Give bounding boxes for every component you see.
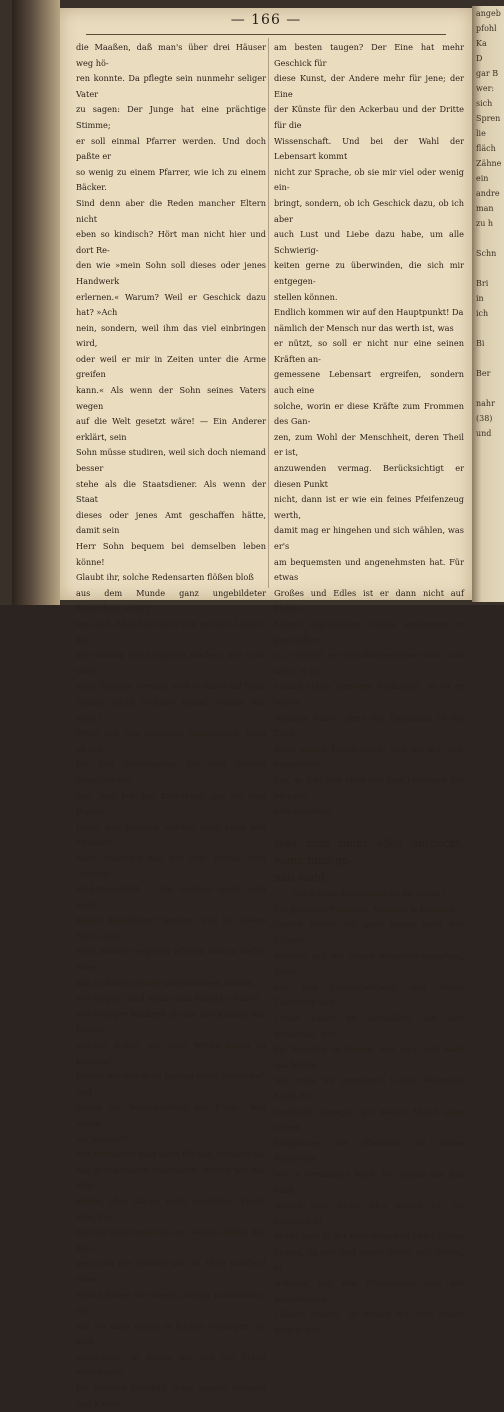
text-line: Herr Sohn bequem bei demselben leben könne!	[76, 541, 266, 567]
text-line: kleine, aber darum nicht unnöthige Theile sind. Fra-	[76, 1195, 266, 1222]
text-line: wissen aber nicht, ob's probat ist. Da indessen so	[274, 1200, 464, 1226]
text-line: empfiehlt dagegen als bestes Mittel ganz reinen	[274, 1106, 464, 1133]
text-line: anzuwenden vermag. Berücksichtigt er diesen Punkt	[274, 463, 464, 489]
next-page-fragment: gar B	[476, 69, 499, 78]
text-line: bringt, sondern, ob ich Geschick dazu, ob ich aber	[274, 197, 464, 224]
text-line: nein, sondern, weil ihm das viel einbringen wird,	[76, 322, 266, 349]
next-page-fragment	[472, 261, 504, 276]
text-line: bei den Protestanten bis zum Bischof hinaufschwin-	[76, 759, 266, 785]
next-page-fragment: D	[476, 54, 483, 63]
next-page-fragment	[472, 231, 504, 246]
text-line: stehe als die Staatsdiener. Als wenn der Staat	[76, 478, 266, 505]
next-page-fragment	[472, 381, 504, 396]
text-line: gehen zur Beantwortung der Frage: Was sollen	[76, 1102, 266, 1128]
text-line: daß er dabei schnell unterkommen könnte.	[76, 977, 255, 988]
text-line: zen, zum Wohl der Menschheit, deren Theil er ist,	[274, 431, 464, 458]
text-line: Was man nicht alles entdeckt, wenn man ge-	[274, 837, 464, 868]
text-line: die Korallen im Meere, und nach und nach das bilden,	[274, 1044, 464, 1070]
text-line: (Noch einer Ausweisung für die Zähne.)	[291, 889, 447, 899]
text-line: Glaubt ihr, solche Redensarten flößen bloß	[76, 572, 254, 583]
next-page-fragment: Spren	[476, 114, 501, 123]
text-line: Wenn sich das Söhnchen auszeichnet, kann es sich	[76, 728, 266, 754]
text-line: nicht Tischler werden, weil er dabei auf hohe	[76, 681, 265, 692]
next-page-fragment: man	[476, 204, 494, 213]
book-page	[60, 8, 472, 1409]
text-line: Sohn müsse studiren, weil sich doch niemand besser	[76, 447, 266, 474]
next-page-fragment	[472, 321, 504, 336]
text-line: so wenig zu einem Pfarrer, wie ich zu einem Bäcker.	[76, 166, 266, 193]
text-line: nau sieht.	[274, 871, 329, 885]
text-line: oder weil er mir in Zeiten unter die Arme greifen	[76, 353, 266, 380]
next-page-fragment: pfohl	[476, 24, 497, 33]
text-line: auf die Welt gesetzt wäre! — Ein Anderer erklärt, sein	[76, 416, 266, 442]
text-line: er nützt, so soll er nicht nur eine seinen Kräften an-	[274, 338, 464, 364]
text-line: Wir fragen: Sind solche und ähnliche Reden	[76, 993, 260, 1004]
text-line: Wissenschaft. Und bei der Wahl der Lebensart kommt	[274, 135, 464, 162]
text-line: Feld-Marschall. — Ein Anderer meint, sein Sohn	[76, 884, 266, 910]
text-line: versteht sich mit einem Vergrößerungsglase, gese-	[274, 950, 464, 977]
text-line: Aemter nicht rechnen könne. Warum das nicht?	[76, 696, 266, 723]
text-line: ser zu verdünnen wäre. Wir sagen ihm das nach,	[274, 1168, 464, 1195]
text-line: Essigsäure, die allenfalls mit etwas Rosenwas-	[274, 1137, 464, 1164]
text-line: ren konnte. Da pflegte sein nunmehr seliger Vater	[76, 73, 266, 99]
next-page-fragment: in	[476, 294, 484, 303]
text-line: für welches Geschäft diese unsere Anlagen und Kräfte	[76, 1383, 266, 1409]
text-line: Endlich kommen wir auf den Hauptpunkt! Da	[274, 307, 464, 318]
text-line: am besten taugen? Der Eine hat mehr Geschick für	[274, 42, 464, 68]
text-line: geschehen, so haben wir uns die Frage vorzulegen,	[76, 1351, 266, 1378]
text-line: ist, erreicht er vermißlicherweise nicht, und wenn er ja	[274, 650, 464, 676]
header-rule	[86, 34, 446, 35]
text-line: solche, worin er diese Kräfte zum Frommen des Gan-	[274, 400, 464, 427]
page-number: — 166 —	[230, 12, 302, 28]
text-line: nämlich der Mensch nur das werth ist, was	[274, 322, 454, 333]
text-line: mit wir auch etwas zu leisten vermögen. Ist dies	[76, 1320, 266, 1347]
text-line: der Künste für den Ackerbau und der Dritte für die	[274, 104, 464, 130]
text-line: werden wollte, um viele Wecke essen zu können?	[76, 1040, 266, 1066]
next-page-fragment: Bi	[476, 339, 485, 348]
text-line: das große Ganze geschaffen, wovon wir nur sehr	[76, 1164, 266, 1191]
text-line: keiten gerne zu überwinden, die sich mir entgegen-	[274, 260, 464, 286]
column-divider	[268, 38, 269, 588]
text-line: Zellen bauen an denselben, die sich verhärten, wie	[274, 1013, 464, 1039]
text-line: er soll einmal Pfarrer werden. Und doch paßte er	[76, 135, 266, 162]
next-page-fragment: zu h	[476, 219, 494, 228]
text-line: viele Leute in der Welt wegen zu übler Zähne	[274, 1231, 464, 1242]
text-line: Kräfte haben wir zuerst tüchtig auszubilden, da-	[76, 1289, 266, 1316]
text-line: Sind denn aber die Reden mancher Eltern nicht	[76, 197, 266, 224]
text-line: dieses oder jenes Amt geschaffen hätte, damit sein	[76, 509, 266, 536]
text-line: viel weniger kindisch als die des Kindes, das Bäcker	[76, 1008, 266, 1035]
text-line	[274, 820, 464, 836]
text-line: am bequemsten und angenehmsten hat. Für etwas	[274, 556, 464, 583]
text-line: welchen fast alle Erwachsene sich mit verdorbenen	[274, 1278, 464, 1304]
text-line: klagen, da und dort sogar Dörfer sich finden, in	[274, 1246, 464, 1273]
text-line: Großes und Edles ist er dann nicht auf Erden.	[274, 587, 464, 614]
book-gutter	[12, 0, 60, 605]
text-line: pers und des Geistes uns zu Theil wurden? Diese	[76, 1258, 266, 1284]
text-line: gemessene Lebensart ergreifen, sondern auch eine	[274, 369, 464, 396]
next-page-fragment: und	[476, 429, 492, 438]
next-page-fragment	[472, 351, 504, 366]
text-line: auch Lust und Liebe dazu habe, um alle Schwierig-	[274, 229, 464, 255]
text-line: Seinen eigentlichen Zweck, wozwegen er geschaffen	[274, 618, 464, 645]
next-page-fragment: (38)	[476, 414, 493, 423]
next-page-fragment: Ber	[476, 369, 491, 378]
text-line: Wir Menschen sind nicht für uns, sondern für	[76, 1149, 266, 1160]
text-line: Nutzens willen, denn der Eigennutz ist die Trieb-	[274, 712, 464, 739]
next-page-edge	[472, 6, 504, 602]
next-page-fragment: wer:	[476, 84, 495, 93]
text-line: gen wir also zunächst uns, welche Kräfte des Kör-	[76, 1227, 266, 1253]
next-page-fragment: fläch	[476, 144, 496, 153]
text-line: noch bringen's alle bei dem Militär zum General-	[76, 852, 266, 879]
text-line: aus dem Munde ganz ungebildeter Menschen, so irrt	[76, 587, 266, 614]
text-line: ihr euch. Man hört auch von solchen Leuten, die	[76, 618, 266, 645]
text-line: einmal etwas Besseres wollbringt, so ist es seines	[274, 681, 464, 707]
next-page-fragment: Bri	[476, 279, 489, 288]
text-line: viele Stellen vergeben würden und zu hoffen wäre,	[76, 946, 266, 973]
text-line: erlernen.« Warum? Weil er Geschick dazu hat? »Ach	[76, 291, 266, 318]
next-page-fragment: lie	[476, 129, 486, 138]
text-line: Ein gewisser Franzose, Namens la Beaume	[274, 903, 454, 914]
next-page-fragment: nahr	[476, 399, 495, 408]
next-page-fragment: sich	[476, 99, 493, 108]
text-line: auf Bildung viel Anspruch machen, der Sohn solle	[76, 650, 266, 676]
text-line: feder seiner Handlungen, und wo der sich eingenistet	[274, 743, 464, 770]
text-line: stellen können.	[274, 291, 338, 302]
text-line: Unter den Jesuiten werden auch nicht alle Minister,	[76, 821, 266, 848]
text-line: den wie »mein Sohn soll dieses oder jenes Handwerk	[76, 260, 266, 286]
text-line: wir werden?	[76, 1133, 128, 1144]
text-line: die Maaßen, daß man's über drei Häuser weg hö-	[76, 42, 266, 68]
next-page-fragment: ich	[476, 309, 489, 318]
text-line: müsse Schullehrer werden, weil in diesem Fache doch	[76, 915, 266, 941]
next-page-fragment: ein	[476, 174, 489, 183]
text-line: heit erwarten.	[274, 806, 334, 817]
text-line: hat, da läßt sich nicht viel zum Frommen der Mensch-	[274, 774, 464, 801]
text-line: (sprich Bohm) hat ganz genau nach den Zähnen,	[274, 919, 464, 946]
text-line: Halten wir uns doch hierbei nicht weiter auf, und	[76, 1071, 266, 1097]
next-page-fragment: angeb	[476, 9, 501, 18]
right-column	[274, 40, 464, 1339]
next-page-fragment: andre	[476, 189, 500, 198]
text-line: diese Kunst, der Andere mehr für jene; der Eine	[274, 73, 464, 99]
next-page-fragment: Schn	[476, 249, 497, 258]
text-line: Zähnen quälen, so wollen wir hier einige Regeln den	[274, 1309, 464, 1335]
text-line: eben so kindisch? Hört man nicht hier und dort Re-	[76, 229, 266, 255]
next-page-fragment: Ka	[476, 39, 487, 48]
text-line: nicht, dann ist er wie ein feines Pfeifenzeug werth,	[274, 494, 464, 520]
text-line: kann.« Als wenn der Sohn seines Vaters wegen	[76, 385, 266, 411]
text-line: was man im gemeinen Leben Weinstein heißt. Er	[274, 1075, 464, 1101]
text-line: gen, und bei den Katholiken gar bis zum Papste.	[76, 790, 266, 817]
text-line: damit mag er hingehen und sich wählen, was er's	[274, 525, 464, 551]
next-page-fragment: Zähne	[476, 159, 502, 168]
text-line: nicht zur Sprache, ob sie mir viel oder wenig ein-	[274, 166, 464, 193]
text-line: zu sagen: Der Junge hat eine prächtige Stimme;	[76, 104, 266, 130]
text-line: hen und herausgebracht, daß kleine Thierchen sich	[274, 981, 464, 1008]
left-column	[76, 40, 266, 1412]
